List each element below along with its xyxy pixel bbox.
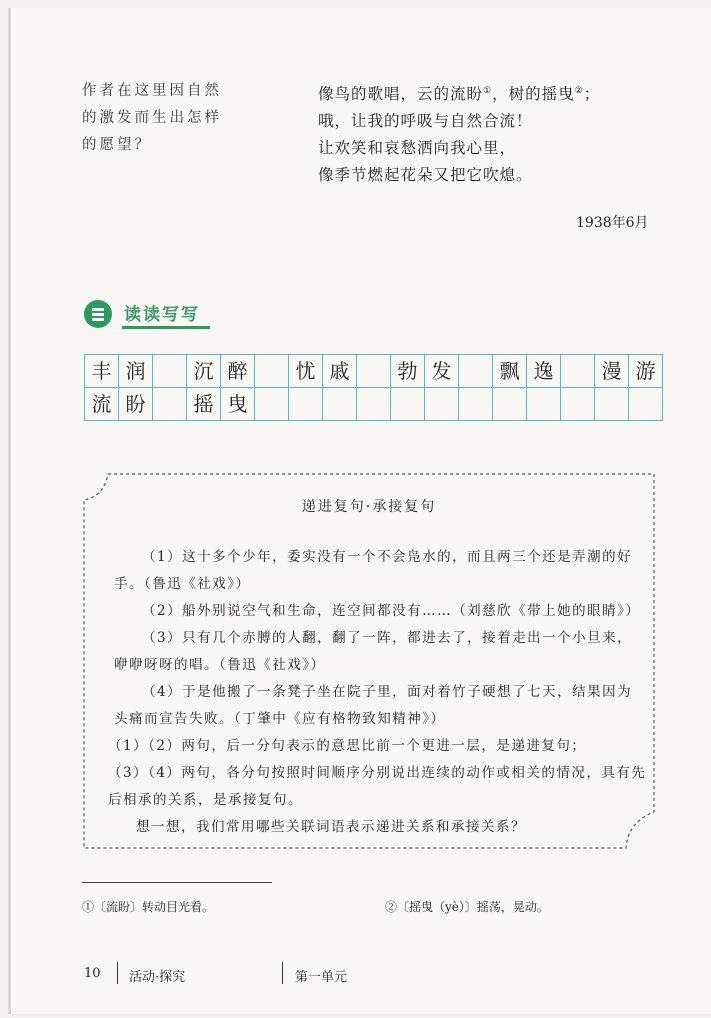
grid-cell: 戚 — [322, 355, 356, 387]
poem-line-2: 哦，让我的呼吸与自然合流！ — [318, 112, 533, 131]
footer-divider — [117, 962, 118, 984]
footnote-2: ②〔摇曳（yè）〕摇荡，晃动。 — [385, 900, 549, 914]
footnote-1: ①〔流盼〕转动目光看。 — [82, 900, 215, 914]
side-note: 作者在这里因自然的激发而生出怎样的愿望？ — [82, 83, 222, 153]
box-title: 递进复句·承接复句 — [301, 499, 437, 515]
box-body — [114, 544, 641, 733]
grid-cell: 漫 — [594, 355, 628, 387]
grid-cell: 沉 — [186, 355, 220, 387]
example-1: （1）这十多个少年，委实没有一个不会凫水的，而且两三个还是弄潮的好手。（鲁迅《社戏》） — [114, 549, 633, 592]
grid-cell: 游 — [628, 355, 662, 387]
grid-cell: 飘 — [492, 355, 526, 387]
footnote-ref-1: ① — [483, 86, 493, 96]
poem-date: 1938年6月 — [576, 215, 649, 231]
page-number: 10 — [84, 966, 101, 981]
section-title: 读读写写 — [124, 305, 200, 325]
grid-cell: 发 — [424, 355, 458, 387]
grid-cell: 忧 — [288, 355, 322, 387]
box-explanation — [108, 733, 648, 841]
grid-cell: 盼 — [118, 388, 152, 420]
footer-divider — [282, 962, 283, 984]
example-2: （2）船外别说空气和生命，连空间都没有……（刘慈欣《带上她的眼睛》） — [142, 603, 641, 619]
footer-section: 活动·探究 — [129, 970, 186, 985]
grid-cell: 勃 — [390, 355, 424, 387]
explanation-2: （3）（4）两句，各分句按照时间顺序分别说出连续的动作或相关的情况，具有先后相承的关系，是承接复句。 — [108, 765, 647, 808]
poem-line-1: 像鸟的歌唱，云的流盼①，树的摇曳②； — [318, 85, 601, 104]
box-question: 想一想，我们常用哪些关联词语表示递进关系和承接关系？ — [136, 819, 526, 835]
example-3: （3）只有几个赤膊的人翻，翻了一阵，都进去了，接着走出一个小旦来，咿咿呀呀的唱。（鲁迅《社戏》） — [114, 630, 633, 673]
grid-cell: 流 — [91, 392, 112, 416]
poem-line-4: 像季节燃起花朵又把它吹熄。 — [318, 166, 533, 185]
grid-cell: 润 — [118, 355, 152, 387]
grid-cell: 摇 — [186, 388, 220, 420]
explanation-1: （1）（2）两句，后一分句表示的意思比前一个更进一层，是递进复句； — [108, 738, 587, 754]
footer-unit: 第一单元 — [295, 970, 348, 985]
grid-cell: 醉 — [220, 355, 254, 387]
footnote-ref-2: ② — [574, 86, 584, 96]
grid-cell: 逸 — [526, 355, 560, 387]
footnote-divider — [82, 882, 272, 883]
grid-cell: 曳 — [220, 388, 254, 420]
example-4: （4）于是他搬了一条凳子坐在院子里，面对着竹子硬想了七天，结果因为头痛而宣告失败。（丁肇中《应有格物致知精神》） — [114, 684, 633, 727]
poem-line-3: 让欢笑和哀愁洒向我心里， — [318, 139, 517, 158]
grid-cell: 丰 — [91, 359, 112, 383]
